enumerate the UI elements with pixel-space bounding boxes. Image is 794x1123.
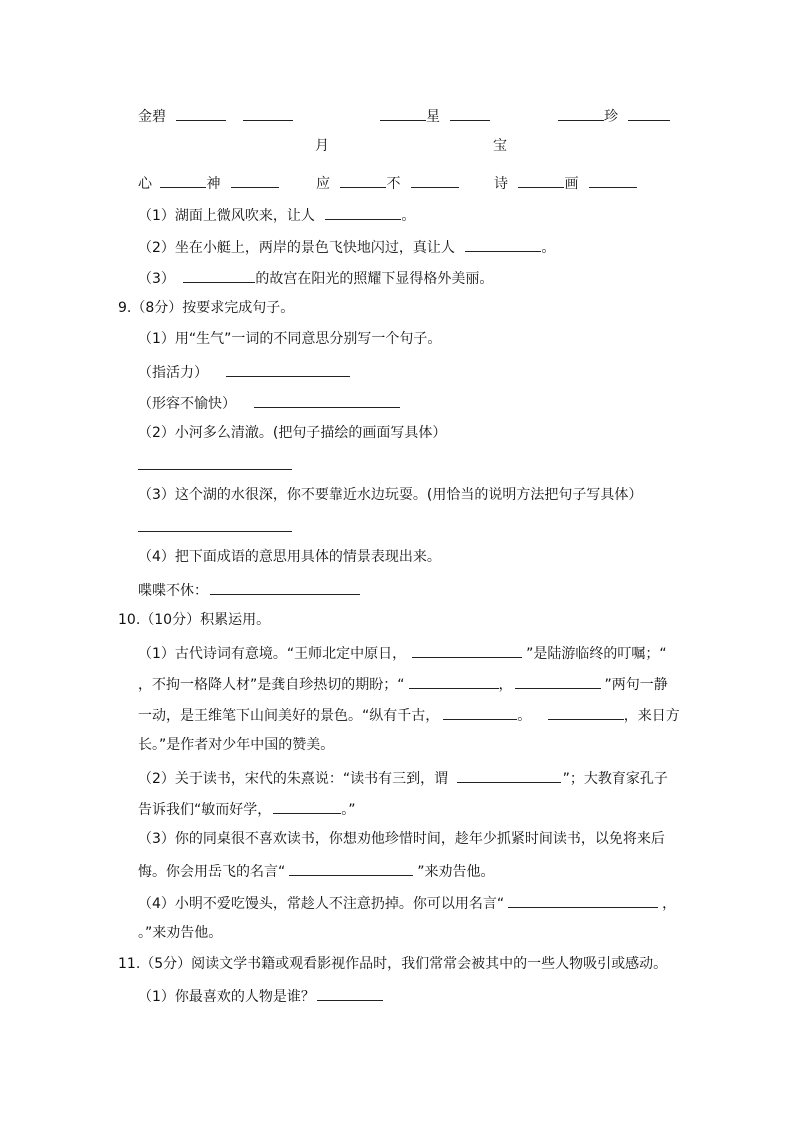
line-text: ”是陆游临终的叮嘱；“ [526,646,667,662]
answer-blank[interactable] [273,799,341,814]
word-grid-row-3-left [138,173,279,193]
q10-line-8 [138,861,495,881]
line-text: ”来劝告他。 [417,864,495,880]
line-text: ，来日方 [623,708,680,724]
line-text: ，不拘一格降人材”是龚自珍热切的期盼；“ [138,677,405,693]
word-grid-row-2-b: 宝 [493,138,507,154]
answer-blank[interactable] [254,393,400,408]
answer-blank[interactable] [443,705,517,720]
prompt-label: 喋喋不休： [138,583,208,599]
answer-blank[interactable] [450,106,490,121]
prompt-label: （指活力） [138,365,208,381]
line-text: ”；大教育家孔子 [562,771,668,787]
word-char: 诗 [494,176,508,192]
q11-title: 11.（5分）阅读文学书籍或观看影视作品时，我们常常会被其中的一些人物吸引或感动。 [118,956,668,972]
line-text: 。 [517,708,532,724]
sentence-text: （1）湖面上微风吹来，让人 [138,208,315,224]
q10-line-1 [138,643,667,663]
word-grid-row-2-a: 月 [315,138,329,154]
answer-blank[interactable] [183,268,255,283]
answer-blank[interactable] [160,173,206,188]
sentence-text: （3） [138,271,175,287]
q9-title: 9.（8分）按要求完成句子。 [118,300,295,316]
word-grid-row-1-right [558,106,670,126]
word-char: 星 [426,109,440,125]
answer-blank[interactable] [465,237,541,252]
sentence-end: 。 [541,240,556,256]
word-char: 画 [564,176,579,192]
word-char: 珍 [604,109,618,125]
q9-part-1a [138,362,350,382]
word-grid-row-1-mid [380,106,490,126]
q10-line-5 [138,768,668,788]
line-text: 悔。你会用岳飞的名言“ [138,864,286,880]
word-char: 不 [386,176,401,192]
prompt-label: （1）你最喜欢的人物是谁？ [138,989,315,1005]
line-text: 。” [341,802,356,818]
answer-blank[interactable] [231,173,279,188]
answer-blank[interactable] [558,106,604,121]
line-text: （1）古代诗词有意境。“王师北定中原日， [138,646,407,662]
answer-blank[interactable] [589,173,637,188]
answer-blank[interactable] [325,205,401,220]
prompt-label: （形容不愉快） [138,396,236,412]
q10-line-3 [138,705,680,725]
q10-line-7: （3）你的同桌很不喜欢读书，你想劝他珍惜时间，趁年少抓紧时间读书，以免将来后 [138,831,665,847]
sentence-text: （2）坐在小艇上，两岸的景色飞快地闪过，真让人 [138,240,455,256]
q11-part-1 [138,986,383,1006]
word-grid-row-1-left [138,106,293,126]
q10-title: 10.（10分）积累运用。 [118,612,271,628]
q9-part-4a [138,580,360,600]
q9-part-2: （2）小河多么清澈。(把句子描绘的画面写具体） [138,425,447,441]
answer-blank[interactable] [138,455,292,470]
q9-part-2-answer [138,455,292,475]
answer-blank[interactable] [518,173,564,188]
q8-sentence-3 [138,268,493,288]
q9-part-1: （1）用“生气”一词的不同意思分别写一个句子。 [138,331,442,347]
line-text: ， [498,677,513,693]
answer-blank[interactable] [515,674,601,689]
q9-part-3-answer [138,517,292,537]
line-text: 一动，是王维笔下山间美好的景色。“纵有千古， [138,708,440,724]
q9-part-4: （4）把下面成语的意思用具体的情景表现出来。 [138,549,441,565]
word-char: 心 [138,176,152,192]
answer-blank[interactable] [411,173,459,188]
sentence-text: 的故宫在阳光的照耀下显得格外美丽。 [255,271,494,287]
q8-sentence-1 [138,205,415,225]
q10-line-9 [138,893,676,913]
word-grid-row-3-right [494,173,637,193]
answer-blank[interactable] [138,517,292,532]
answer-blank[interactable] [548,705,624,720]
q8-sentence-2 [138,237,555,257]
answer-blank[interactable] [412,643,522,658]
answer-blank[interactable] [210,580,360,595]
answer-blank[interactable] [317,986,383,1001]
answer-blank[interactable] [226,362,350,377]
line-text: 告诉我们“敏而好学， [138,802,272,818]
q9-part-3: （3）这个湖的水很深，你不要靠近水边玩耍。(用恰当的说明方法把句子写具体） [138,487,643,503]
q10-line-4: 长。”是作者对少年中国的赞美。 [138,737,335,753]
q9-part-1b [138,393,400,413]
line-text: （2）关于读书，宋代的朱熹说：“读书有三到，谓 [138,771,449,787]
word-char: 神 [206,176,221,192]
answer-blank[interactable] [508,893,658,908]
q10-line-10: 。”来劝告他。 [138,925,223,941]
q10-line-6 [138,799,356,819]
word-grid-row-3-mid [316,173,459,193]
word-char: 应 [316,176,330,192]
answer-blank[interactable] [176,106,226,121]
answer-blank[interactable] [409,674,499,689]
sentence-end: 。 [401,208,416,224]
word-prefix: 金碧 [138,109,166,125]
answer-blank[interactable] [243,106,293,121]
answer-blank[interactable] [457,768,561,783]
answer-blank[interactable] [628,106,670,121]
answer-blank[interactable] [289,861,413,876]
line-text: （4）小明不爱吃馒头，常趁人不注意扔掉。你可以用名言“ [138,896,505,912]
answer-blank[interactable] [380,106,426,121]
answer-blank[interactable] [340,173,386,188]
line-text: ， [662,896,677,912]
line-text: ”两句一静 [604,677,668,693]
q10-line-2 [138,674,668,694]
